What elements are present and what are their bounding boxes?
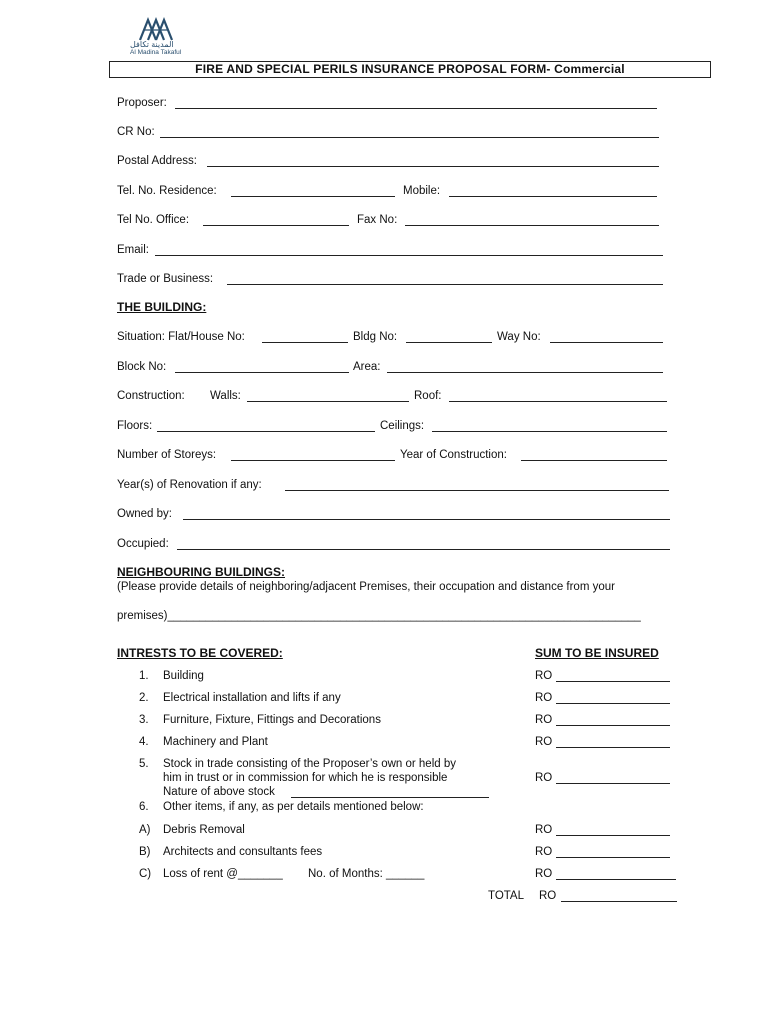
proposer-row (117, 95, 662, 111)
ceilings-label: Ceilings: (380, 420, 425, 432)
item-machinery: Machinery and Plant (163, 736, 268, 748)
item-letter: B) (139, 846, 151, 858)
neighbouring-heading: NEIGHBOURING BUILDINGS: (117, 565, 285, 579)
floors-field[interactable] (157, 431, 375, 432)
tel-residence-field[interactable] (231, 196, 395, 197)
total-sum-field[interactable] (561, 901, 677, 902)
construction-label: Construction: (117, 390, 185, 402)
postal-address-label: Postal Address: (117, 155, 197, 167)
occupied-field[interactable] (177, 549, 670, 550)
renovation-field[interactable] (285, 490, 669, 491)
ro-label: RO (535, 714, 553, 726)
tel-office-label: Tel No. Office: (117, 214, 190, 226)
block-no-label: Block No: (117, 361, 167, 373)
block-no-field[interactable] (175, 372, 349, 373)
item-letter: A) (139, 824, 151, 836)
ro-label: RO (535, 670, 553, 682)
item-stock-line2: him in trust or in commission for which he is responsible (163, 772, 448, 784)
sum-debris-field[interactable] (556, 835, 670, 836)
roof-field[interactable] (449, 401, 667, 402)
item-number: 4. (139, 736, 149, 748)
trade-row (117, 271, 667, 287)
walls-label: Walls: (210, 390, 241, 402)
item-architects: Architects and consultants fees (163, 846, 323, 858)
item-number: 5. (139, 758, 149, 770)
sum-electrical-field[interactable] (556, 703, 670, 704)
proposer-field[interactable] (175, 108, 657, 109)
item-furniture: Furniture, Fixture, Fittings and Decorations (163, 714, 381, 726)
bldg-no-field[interactable] (406, 342, 492, 343)
renovation-label: Year(s) of Renovation if any: (117, 479, 262, 491)
cr-no-label: CR No: (117, 126, 155, 138)
ro-label: RO (535, 846, 553, 858)
storeys-row (117, 447, 672, 463)
premises-field[interactable]: premises)__________________________________________________________________________ (117, 610, 641, 622)
postal-address-field[interactable] (207, 166, 659, 167)
storeys-field[interactable] (231, 460, 395, 461)
bldg-no-label: Bldg No: (353, 331, 398, 343)
proposer-label: Proposer: (117, 97, 167, 109)
item-electrical: Electrical installation and lifts if any (163, 692, 341, 704)
ro-label: RO (535, 824, 553, 836)
email-label: Email: (117, 244, 149, 256)
sum-furniture-field[interactable] (556, 725, 670, 726)
item-stock-line1: Stock in trade consisting of the Proposer’s own or held by (163, 758, 456, 770)
months-field[interactable]: No. of Months: ______ (308, 868, 425, 880)
ro-label: RO (535, 868, 553, 880)
situation-row (117, 329, 667, 345)
house-no-field[interactable] (262, 342, 348, 343)
tel-office-field[interactable] (203, 225, 349, 226)
trade-label: Trade or Business: (117, 273, 214, 285)
phone-residence-row (117, 183, 662, 199)
sum-loss-of-rent-field[interactable] (556, 879, 676, 880)
walls-field[interactable] (247, 401, 409, 402)
year-construction-field[interactable] (521, 460, 667, 461)
total-label: TOTAL (488, 890, 524, 902)
item-number: 3. (139, 714, 149, 726)
tel-residence-label: Tel. No. Residence: (117, 185, 217, 197)
item-other: Other items, if any, as per details mentioned below: (163, 801, 424, 813)
construction-row (117, 388, 672, 404)
email-row (117, 242, 667, 258)
sum-insured-heading: SUM TO BE INSURED (535, 646, 659, 660)
occupied-row (117, 536, 672, 552)
item-number: 1. (139, 670, 149, 682)
sum-architects-field[interactable] (556, 857, 670, 858)
postal-address-row (117, 153, 662, 169)
cr-no-row (117, 124, 662, 140)
way-no-label: Way No: (497, 331, 541, 343)
phone-office-row (117, 212, 662, 228)
way-no-field[interactable] (550, 342, 663, 343)
mobile-field[interactable] (449, 196, 657, 197)
floors-row (117, 418, 672, 434)
sum-machinery-field[interactable] (556, 747, 670, 748)
block-row (117, 359, 667, 375)
renovation-row (117, 477, 672, 493)
occupied-label: Occupied: (117, 538, 169, 550)
storeys-label: Number of Storeys: (117, 449, 217, 461)
item-debris: Debris Removal (163, 824, 245, 836)
ro-label: RO (535, 692, 553, 704)
sum-stock-field[interactable] (556, 783, 670, 784)
roof-label: Roof: (414, 390, 442, 402)
neighbouring-instruction: (Please provide details of neighboring/adjacent Premises, their occupation and distance from your (117, 581, 615, 593)
floors-label: Floors: (117, 420, 153, 432)
email-field[interactable] (155, 255, 663, 256)
stock-nature-field[interactable] (291, 797, 489, 798)
building-heading: THE BUILDING: (117, 300, 207, 314)
logo-arabic-text: المدينة تكافل (130, 40, 174, 49)
owned-by-row (117, 506, 672, 522)
fax-no-field[interactable] (405, 225, 659, 226)
ro-label: RO (535, 736, 553, 748)
year-construction-label: Year of Construction: (400, 449, 507, 461)
owned-by-field[interactable] (183, 519, 670, 520)
situation-label: Situation: Flat/House No: (117, 331, 245, 343)
ro-label: RO (535, 772, 553, 784)
form-title: FIRE AND SPECIAL PERILS INSURANCE PROPOSAL FORM- Commercial (109, 61, 711, 78)
mobile-label: Mobile: (403, 185, 441, 197)
fax-no-label: Fax No: (357, 214, 398, 226)
item-stock-nature-label: Nature of above stock (163, 786, 275, 798)
owned-by-label: Owned by: (117, 508, 172, 520)
item-letter: C) (139, 868, 152, 880)
area-field[interactable] (387, 372, 663, 373)
ro-label: RO (539, 890, 557, 902)
sum-building-field[interactable] (556, 681, 670, 682)
cr-no-field[interactable] (160, 137, 659, 138)
item-building: Building (163, 670, 204, 682)
logo-english-text: Al Madina Takaful (130, 49, 182, 56)
interests-heading: INTRESTS TO BE COVERED: (117, 646, 283, 660)
ceilings-field[interactable] (432, 431, 667, 432)
item-number: 6. (139, 801, 149, 813)
item-loss-of-rent[interactable]: Loss of rent @_______ (163, 868, 283, 880)
trade-field[interactable] (227, 284, 663, 285)
area-label: Area: (353, 361, 381, 373)
item-number: 2. (139, 692, 149, 704)
